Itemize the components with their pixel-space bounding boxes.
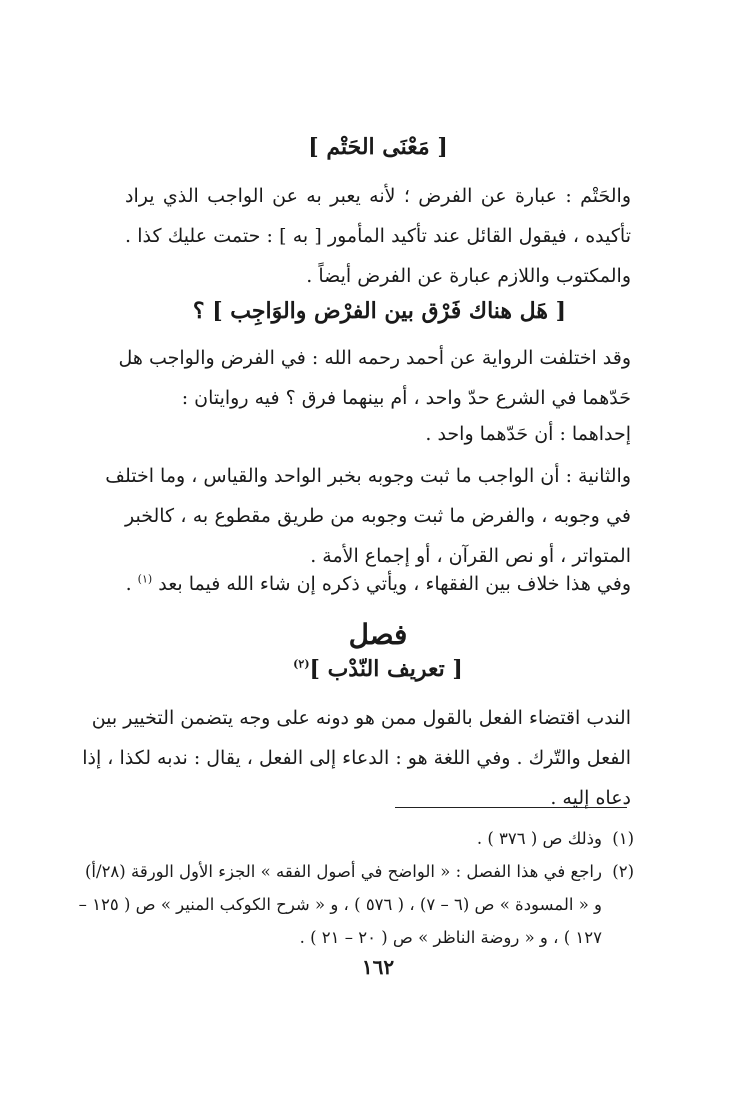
- paragraph-hatm: [125, 176, 631, 296]
- paragraph-closing: [125, 564, 631, 604]
- text-line: تأكيده ، فيقول القائل عند تأكيد المأمور [ به ] : حتمت عليك كذا .: [125, 225, 631, 247]
- text-line: [125, 564, 631, 604]
- text-line: والثانية : أن الواجب ما ثبت وجوبه بخبر الواحد والقياس ، وما اختلف: [105, 465, 631, 487]
- text-line: إحداهما : أن حَدّهما واحد .: [425, 423, 631, 445]
- text-line: المتواتر ، أو نص القرآن ، أو إجماع الأمة .: [310, 545, 631, 567]
- text-line: الندب اقتضاء الفعل بالقول ممن هو دونه على وجه يتضمن التخيير بين: [91, 707, 631, 729]
- text-line: الفعل والتّرك . وفي اللغة هو : الدعاء إلى الفعل ، يقال : ندبه لكذا ، إذا: [82, 747, 631, 769]
- paragraph-first-narration: [125, 414, 631, 454]
- footnote-ref: (٢): [293, 657, 310, 671]
- section-heading-nadb: [0, 656, 756, 682]
- text-line: في وجوبه ، والفرض ما ثبت وجوبه من طريق مقطوع به ، كالخبر: [125, 505, 631, 527]
- footnote-text: راجع في هذا الفصل : « الواضح في أصول الفقه » الجزء الأول الورقة (٢٨/أ): [84, 862, 602, 881]
- footnote-text: وذلك ص ( ٣٧٦ ) .: [476, 829, 602, 848]
- text-line: وقد اختلفت الرواية عن أحمد رحمه الله : في الفرض والواجب هل: [118, 347, 631, 369]
- footnote-2-cont: [119, 921, 634, 954]
- text-line: حَدّهما في الشرع حدّ واحد ، أم بينهما فرق ؟ فيه روايتان :: [181, 387, 631, 409]
- footnote-2-cont: [78, 888, 634, 921]
- closing-text: وفي هذا خلاف بين الفقهاء ، ويأتي ذكره إن شاء الله فيما بعد: [158, 573, 631, 595]
- paragraph-nadb: [82, 698, 631, 818]
- footnote-text: و « المسودة » ص (٦ – ٧) ، ( ٥٧٦ ) ، و « شرح الكوكب المنير » ص ( ١٢٥ –: [78, 895, 602, 914]
- footnote-number: (١): [612, 829, 634, 848]
- paragraph-second-narration: [105, 456, 631, 576]
- text-line: والحَتْم : عبارة عن الفرض ؛ لأنه يعبر به عن الواجب الذي يراد: [125, 185, 631, 207]
- footnote-1: [119, 822, 634, 855]
- fasl-title: فصل: [348, 618, 408, 651]
- text-line: دعاه إليه .: [550, 787, 631, 809]
- footnote-2: [84, 855, 634, 888]
- footnotes: [78, 822, 634, 954]
- section-heading-hatm: [ مَعْنَى الحَتْم ]: [308, 134, 448, 160]
- closing-end: .: [125, 573, 132, 595]
- nadb-heading-text: [ تعريف النّدْب ]: [309, 656, 463, 682]
- page-number: ١٦٢: [361, 955, 395, 979]
- section-heading-fard-wajib: [ هَل هناك فَرْق بين الفرْض والوَاجِب ] ؟: [192, 298, 566, 324]
- paragraph-narrations: [118, 338, 631, 418]
- footnote-number: (٢): [612, 862, 634, 881]
- footnote-separator: [395, 807, 627, 808]
- footnote-text: ١٢٧ ) ، و « روضة الناظر » ص ( ٢٠ – ٢١ ) .: [299, 928, 602, 947]
- text-line: والمكتوب واللازم عبارة عن الفرض أيضاً .: [306, 265, 631, 287]
- footnote-ref: (١): [137, 572, 153, 586]
